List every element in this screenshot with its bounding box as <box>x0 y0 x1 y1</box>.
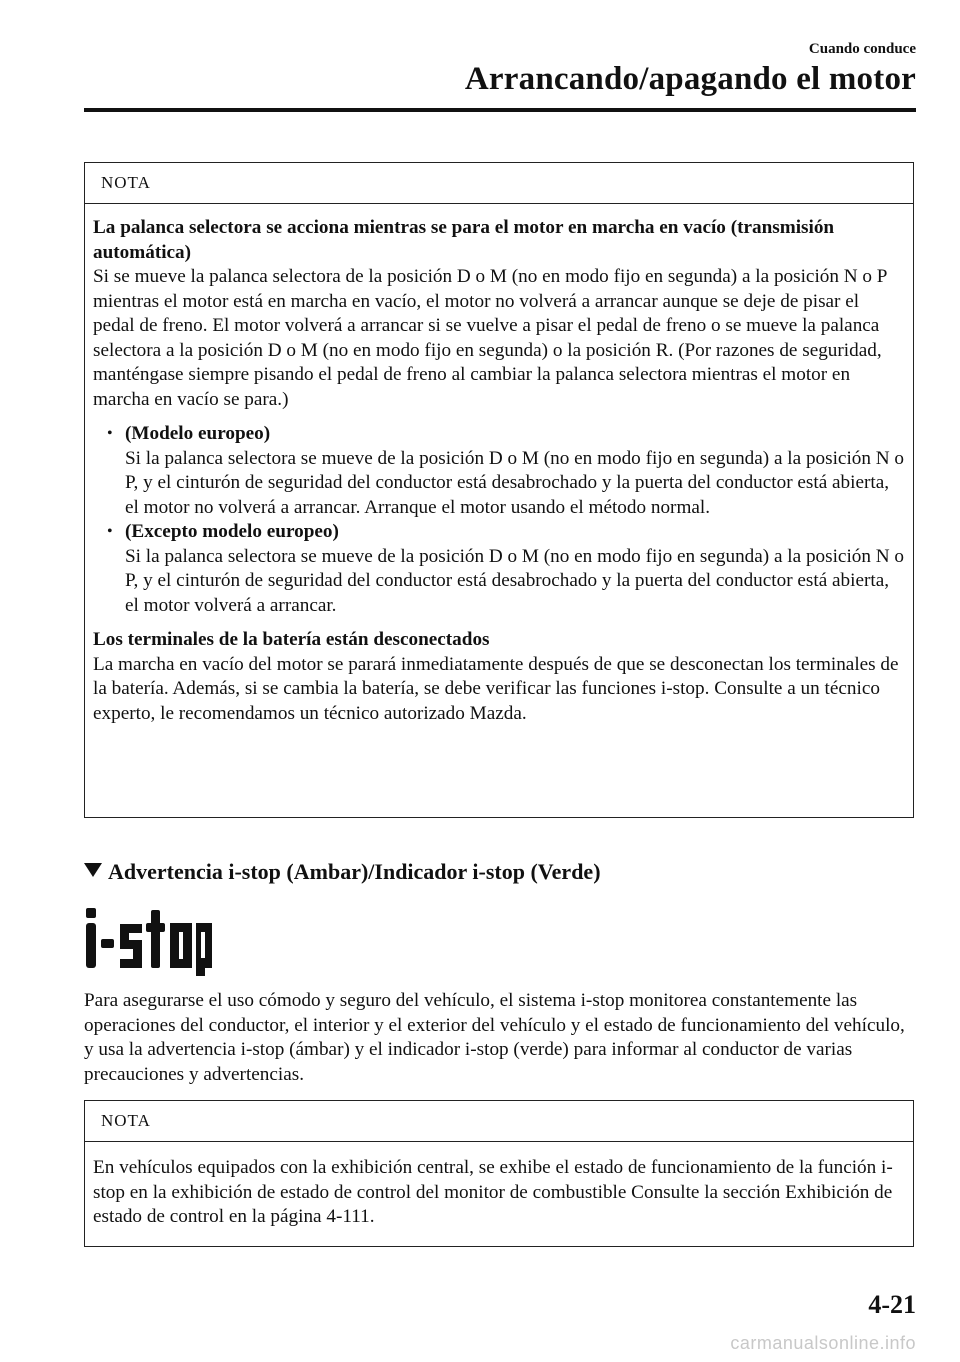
page-header <box>84 40 916 112</box>
list-item <box>93 422 905 520</box>
note-box-2 <box>84 1100 914 1247</box>
note-paragraph: En vehículos equipados con la exhibición central, se exhibe el estado de funcionamiento de la función i-stop en la exhibición de estado de control del monitor de combustible Consulte la sección Exhibición de estado de control en la página 4-111. <box>93 1157 893 1227</box>
page-number: 4-21 <box>868 1290 916 1319</box>
section-heading <box>84 857 601 887</box>
note-body <box>85 1142 913 1240</box>
watermark: carmanualsonline.info <box>730 1333 916 1353</box>
bullet-dot-icon: • <box>107 425 113 442</box>
i-stop-logo-icon <box>84 904 214 976</box>
note-paragraph: Si se mueve la palanca selectora de la posición D o M (no en modo fijo en segunda) a la posición N o P mientras el motor está en marcha en vacío, el motor no volverá a arrancar aunque se deje de pisar el pedal de freno. El motor volverá a arrancar si se vuelve a pisar el pedal de freno o se mueve la palanca selectora a la posición D o M (no en modo fijo en segunda) o la posición R. (Por razones de seguridad, manténgase siempre pisando el pedal de freno al cambiar la palanca selectora mientras el motor en marcha en vacío se para.) <box>93 266 887 410</box>
section-title-text: Advertencia i-stop (Ambar)/Indicador i-stop (Verde) <box>108 859 601 884</box>
note-label: NOTA <box>85 1101 913 1142</box>
page-title: Arrancando/apagando el motor <box>464 61 916 97</box>
bullet-text: Si la palanca selectora se mueve de la posición D o M (no en modo fijo en segunda) a la posición N o P, y el cinturón de seguridad del conductor está desabrochado y la puerta del conductor está abierta, el motor volverá a arrancar. <box>125 545 905 616</box>
bullet-text: Si la palanca selectora se mueve de la posición D o M (no en modo fijo en segunda) a la posición N o P, y el cinturón de seguridad del conductor está desabrochado y la puerta del conductor está abierta, el motor no volverá a arrancar. Arranque el motor usando el método normal. <box>125 447 905 518</box>
bullet-title: (Excepto modelo europeo) <box>125 521 339 542</box>
triangle-down-icon <box>84 863 102 877</box>
note-paragraph: La marcha en vacío del motor se parará inmediatamente después de que se desconectan los terminales de la batería. Además, si se cambia la batería, se debe verificar las funciones i-stop. Consulte a un técnico experto, le recomendamos un técnico autorizado Mazda. <box>93 653 899 724</box>
note-heading-battery: Los terminales de la batería están desconectados <box>93 629 490 650</box>
list-item <box>93 520 905 618</box>
bullet-list <box>93 422 905 618</box>
note-label: NOTA <box>85 163 913 204</box>
chapter-label: Cuando conduce <box>808 41 916 57</box>
header-rule <box>84 108 916 112</box>
bullet-title: (Modelo europeo) <box>125 423 271 444</box>
intro-paragraph: Para asegurarse el uso cómodo y seguro del vehículo, el sistema i-stop monitorea constantemente las operaciones del conductor, el interior y el exterior del vehículo y el estado de funcionamiento del vehículo, y usa la advertencia i-stop (ámbar) y el indicador i-stop (verde) para informar al conductor de varias precauciones y advertencias. <box>84 990 905 1085</box>
note-body <box>85 204 913 736</box>
bullet-dot-icon: • <box>107 523 113 540</box>
note-heading-selector-lever: La palanca selectora se acciona mientras se para el motor en marcha en vacío (transmisión automática) <box>93 217 835 263</box>
note-box-1 <box>84 162 914 818</box>
